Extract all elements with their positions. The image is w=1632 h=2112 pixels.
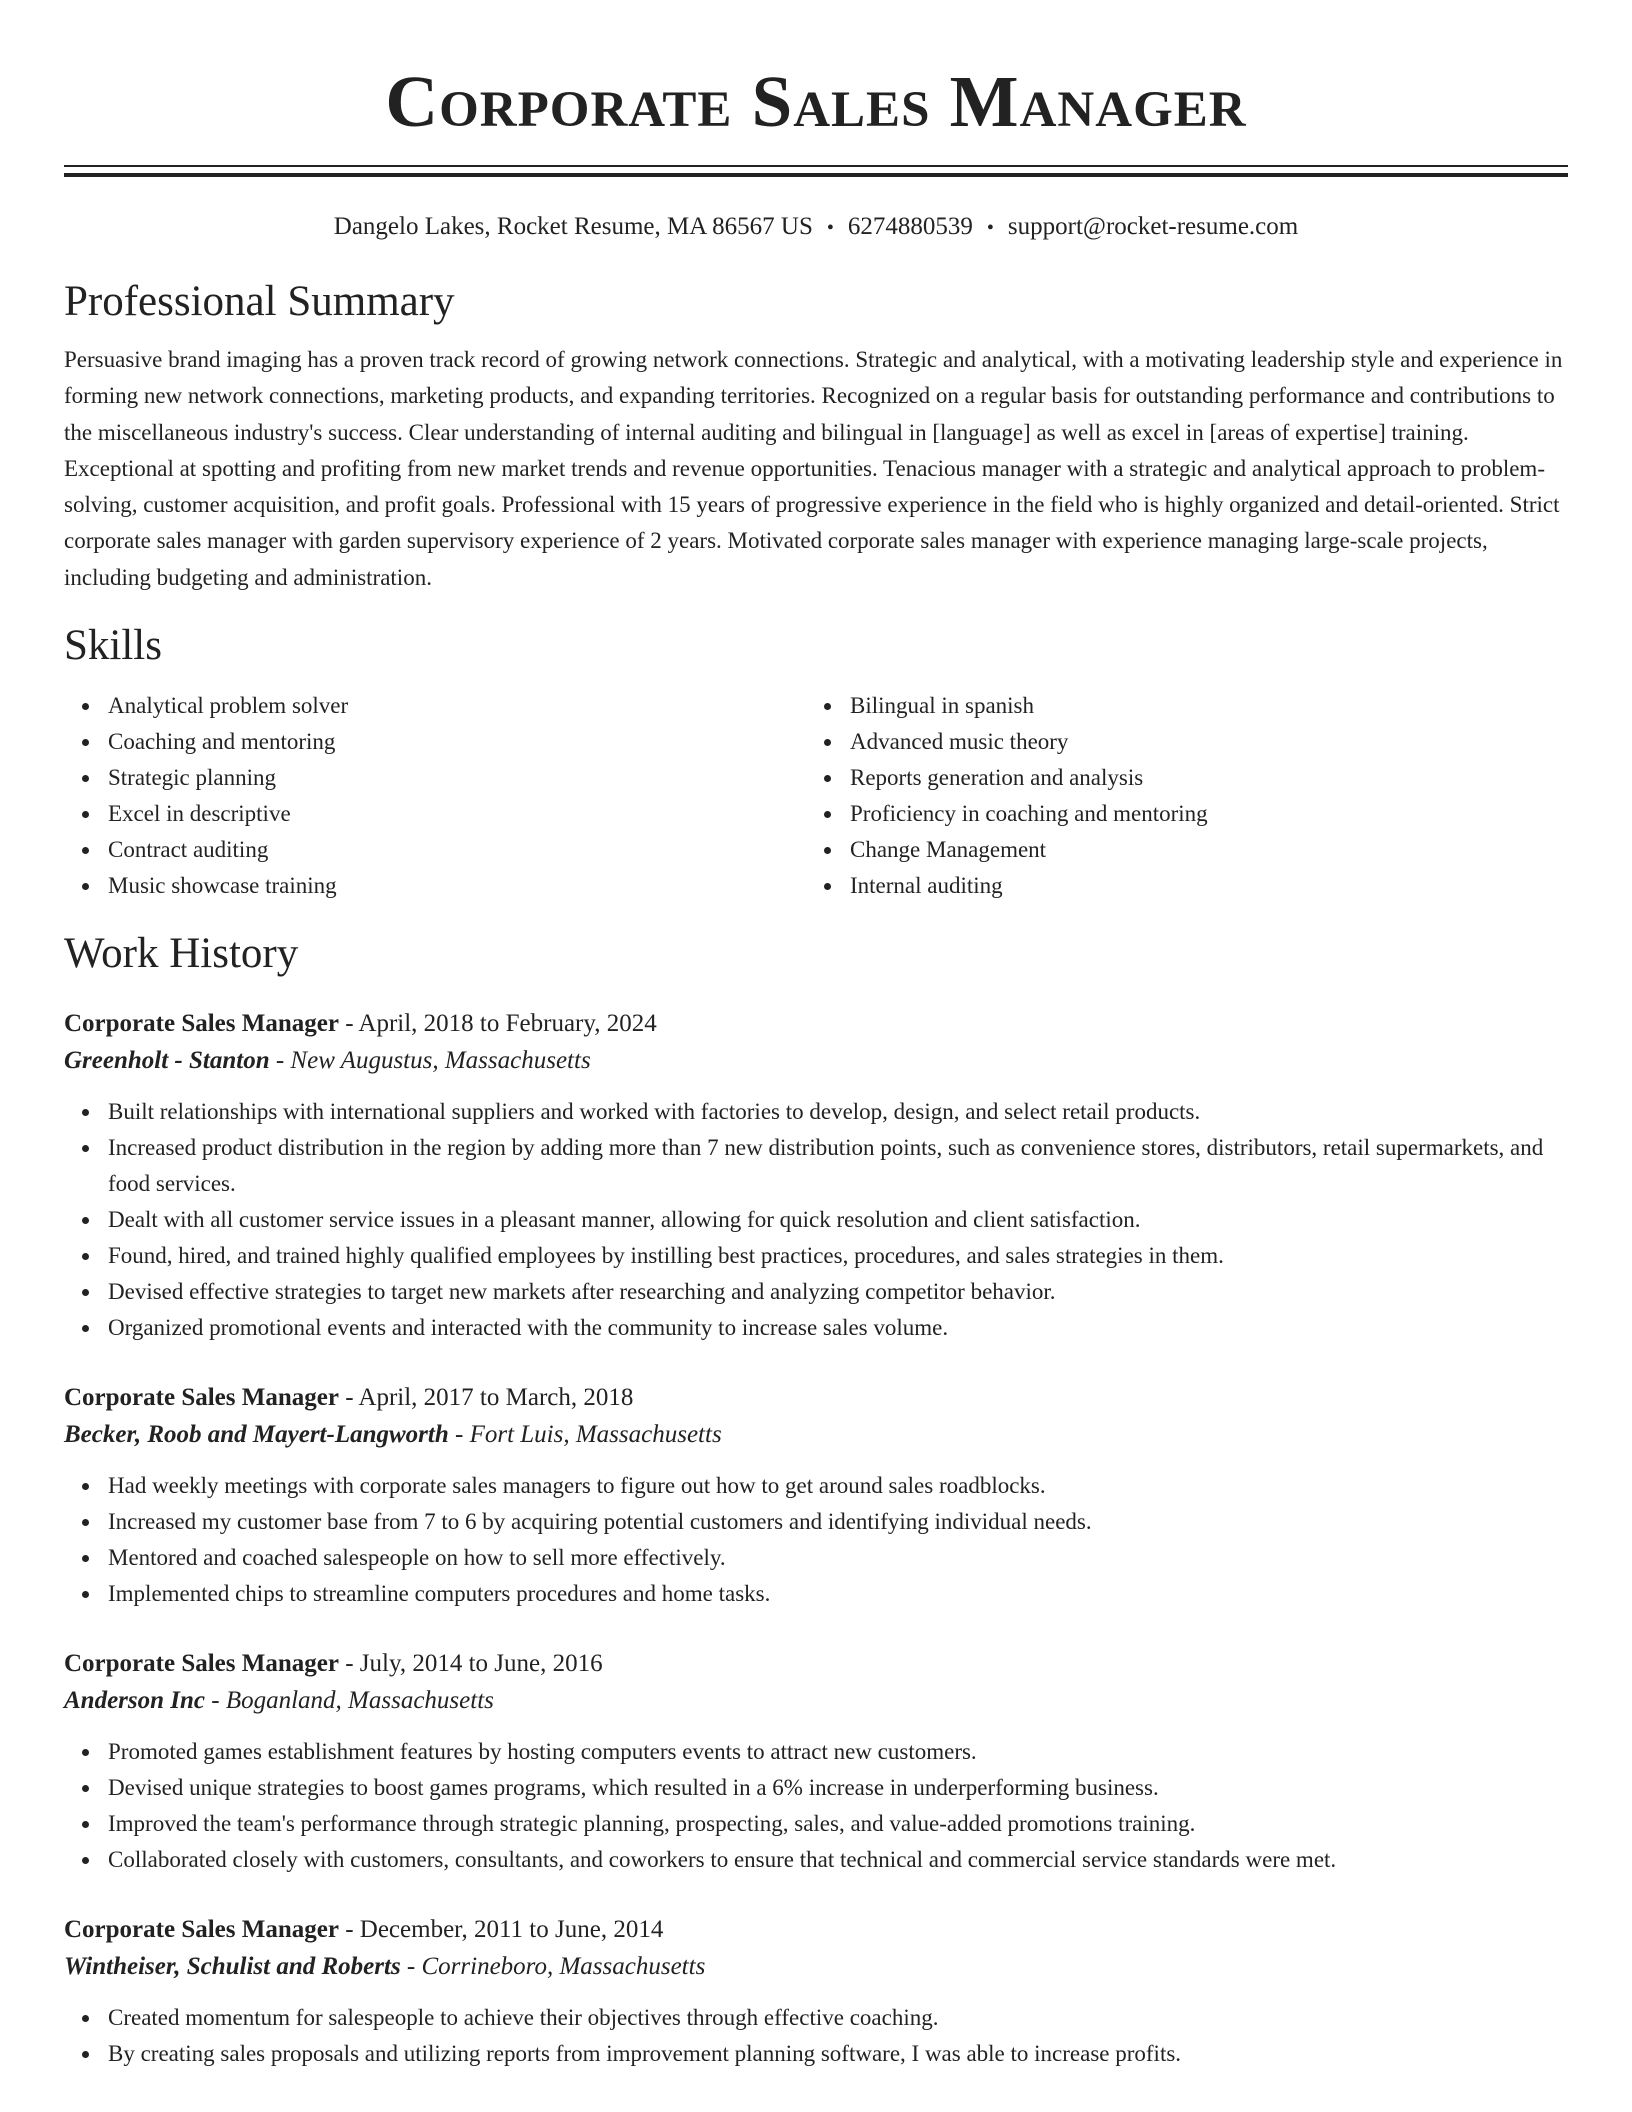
skill-item: Proficiency in coaching and mentoring xyxy=(850,796,1548,832)
job-company: Becker, Roob and Mayert-Langworth xyxy=(64,1421,449,1449)
job-bullet: Had weekly meetings with corporate sales managers to figure out how to get around sales roadblocks. xyxy=(108,1468,1568,1504)
skills-list-left xyxy=(64,688,806,904)
skills-heading: Skills xyxy=(64,622,162,670)
contact-separator: • xyxy=(986,217,994,239)
work-history-heading: Work History xyxy=(64,930,299,978)
job-entry xyxy=(64,1006,1568,1346)
job-title-line xyxy=(64,1380,1568,1416)
job-bullets xyxy=(64,2000,1568,2072)
skill-item: Coaching and mentoring xyxy=(108,724,806,760)
job-dates: - December, 2011 to June, 2014 xyxy=(338,1916,664,1944)
job-bullet: Mentored and coached salespeople on how to sell more effectively. xyxy=(108,1540,1568,1576)
skill-item: Reports generation and analysis xyxy=(850,760,1548,796)
job-title: Corporate Sales Manager xyxy=(64,1650,339,1678)
job-location: - Boganland, Massachusetts xyxy=(205,1687,494,1715)
job-bullet: Implemented chips to streamline computers procedures and home tasks. xyxy=(108,1576,1568,1612)
job-title: Corporate Sales Manager xyxy=(64,1010,339,1038)
skill-item: Change Management xyxy=(850,832,1548,868)
job-entry xyxy=(64,1380,1568,1612)
skills-list-right xyxy=(806,688,1548,904)
job-bullet: Found, hired, and trained highly qualified employees by instilling best practices, procedures, and sales strategies in them. xyxy=(108,1238,1568,1274)
job-bullet: Organized promotional events and interacted with the community to increase sales volume. xyxy=(108,1310,1568,1346)
job-bullets xyxy=(64,1734,1568,1878)
job-bullets xyxy=(64,1094,1568,1346)
job-title-line xyxy=(64,1912,1568,1948)
job-bullet: By creating sales proposals and utilizing reports from improvement planning software, I was able to increase profits. xyxy=(108,2036,1568,2072)
summary-text: Persuasive brand imaging has a proven track record of growing network connections. Strategic and analytical, with a motivating leadership style and experience in forming new network connections, marketing products, and expanding territories. Recognized on a regular basis for outstanding performance and contributions to the miscellaneous industry's success. Clear understanding of internal auditing and bilingual in [language] as well as excel in [areas of expertise] training. Exceptional at spotting and profiting from new market trends and revenue opportunities. Tenacious manager with a strategic and analytical approach to problem-solving, customer acquisition, and profit goals. Professional with 15 years of progressive experience in the field who is highly organized and detail-oriented. Strict corporate sales manager with garden supervisory experience of 2 years. Motivated corporate sales manager with experience managing large-scale projects, including budgeting and administration. xyxy=(64,347,1563,590)
job-title: Corporate Sales Manager xyxy=(64,1384,339,1412)
skill-item: Advanced music theory xyxy=(850,724,1548,760)
job-company-line xyxy=(64,1682,1568,1720)
contact-address: Dangelo Lakes, Rocket Resume, MA 86567 US xyxy=(333,213,813,240)
job-dates: - July, 2014 to June, 2016 xyxy=(338,1650,603,1678)
skill-item: Music showcase training xyxy=(108,868,806,904)
job-location: - New Augustus, Massachusetts xyxy=(269,1047,591,1075)
job-bullet: Increased product distribution in the region by adding more than 7 new distribution points, such as convenience stores, distributors, retail supermarkets, and food services. xyxy=(108,1130,1568,1202)
job-bullet: Collaborated closely with customers, consultants, and coworkers to ensure that technical and commercial service standards were met. xyxy=(108,1842,1568,1878)
job-bullet: Promoted games establishment features by hosting computers events to attract new customers. xyxy=(108,1734,1568,1770)
job-company-line xyxy=(64,1416,1568,1454)
title-divider-thick xyxy=(64,173,1568,177)
summary-heading: Professional Summary xyxy=(64,278,455,325)
job-title: Corporate Sales Manager xyxy=(64,1916,339,1944)
job-location: - Fort Luis, Massachusetts xyxy=(448,1421,722,1449)
job-company-line xyxy=(64,1042,1568,1080)
job-bullet: Created momentum for salespeople to achieve their objectives through effective coaching. xyxy=(108,2000,1568,2036)
title-divider-thin xyxy=(64,165,1568,167)
job-bullets xyxy=(64,1468,1568,1612)
skill-item: Excel in descriptive xyxy=(108,796,806,832)
job-company: Anderson Inc xyxy=(64,1687,206,1715)
job-bullet: Dealt with all customer service issues in a pleasant manner, allowing for quick resolution and client satisfaction. xyxy=(108,1202,1568,1238)
contact-line xyxy=(64,211,1568,244)
job-bullet: Devised unique strategies to boost games programs, which resulted in a 6% increase in underperforming business. xyxy=(108,1770,1568,1806)
job-company-line xyxy=(64,1948,1568,1986)
job-dates: - April, 2017 to March, 2018 xyxy=(338,1384,634,1412)
skill-item: Internal auditing xyxy=(850,868,1548,904)
job-entry xyxy=(64,1912,1568,2072)
contact-email: support@rocket-resume.com xyxy=(1007,213,1299,240)
job-bullet: Devised effective strategies to target new markets after researching and analyzing competitor behavior. xyxy=(108,1274,1568,1310)
job-dates: - April, 2018 to February, 2024 xyxy=(338,1010,657,1038)
skill-item: Strategic planning xyxy=(108,760,806,796)
job-bullet: Increased my customer base from 7 to 6 by acquiring potential customers and identifying individual needs. xyxy=(108,1504,1568,1540)
contact-separator: • xyxy=(826,217,834,239)
resume-page xyxy=(64,0,1568,2072)
job-company: Wintheiser, Schulist and Roberts xyxy=(64,1953,401,1981)
job-entry xyxy=(64,1646,1568,1878)
skills-columns xyxy=(64,688,1568,904)
job-title-line xyxy=(64,1646,1568,1682)
job-location: - Corrineboro, Massachusetts xyxy=(400,1953,706,1981)
skill-item: Bilingual in spanish xyxy=(850,688,1548,724)
job-bullet: Improved the team's performance through strategic planning, prospecting, sales, and value-added promotions training. xyxy=(108,1806,1568,1842)
skill-item: Contract auditing xyxy=(108,832,806,868)
resume-title: Corporate Sales Manager xyxy=(385,61,1247,142)
job-title-line xyxy=(64,1006,1568,1042)
job-bullet: Built relationships with international suppliers and worked with factories to develop, design, and select retail products. xyxy=(108,1094,1568,1130)
contact-phone: 6274880539 xyxy=(847,213,973,240)
job-company: Greenholt - Stanton xyxy=(64,1047,270,1075)
skill-item: Analytical problem solver xyxy=(108,688,806,724)
